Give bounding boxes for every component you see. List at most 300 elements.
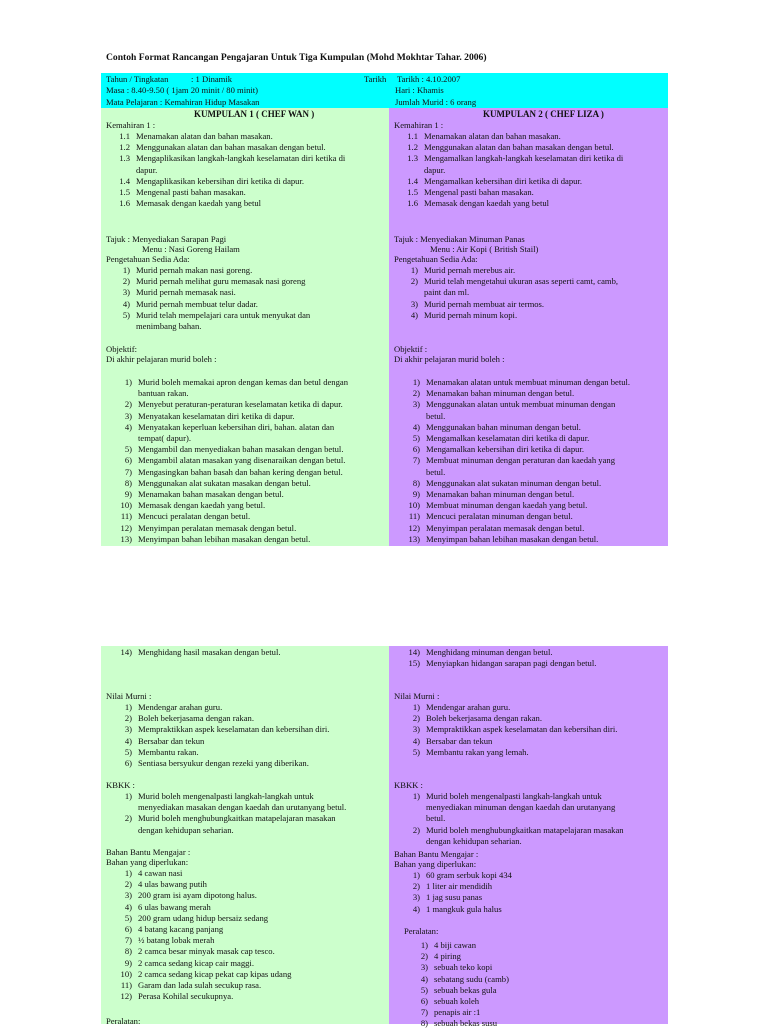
bahan-item	[106, 935, 214, 945]
list-item-text: Sentiasa bersyukur dengan rezeki yang diberikan.	[138, 758, 309, 768]
list-item-number: 9)	[124, 489, 132, 499]
list-item-number: 3)	[412, 724, 420, 735]
list-item-number: 1.4	[119, 175, 130, 186]
list-item-number: 4)	[124, 421, 132, 432]
list-item-number: 1)	[124, 702, 132, 712]
list-item-number: 11)	[120, 511, 132, 522]
menu: Menu : Nasi Goreng Hailam	[142, 244, 240, 254]
list-item-text: 2 camca besar minyak masak cap tesco.	[138, 946, 275, 957]
list-item-text: 4 biji cawan	[434, 940, 476, 950]
objektif-item	[106, 377, 348, 387]
bbm-label: Bahan Bantu Mengajar :	[106, 847, 191, 857]
list-item-number: 1.2	[407, 142, 418, 153]
kemahiran-item	[106, 176, 304, 186]
list-item-number: 9)	[124, 957, 132, 968]
bahan-label: Bahan yang diperlukan:	[106, 857, 189, 867]
kemahiran-item	[394, 198, 549, 208]
list-item-text: Bersabar dan tekun	[138, 735, 205, 746]
list-item-text: Mengenal pasti bahan masakan.	[424, 187, 534, 197]
list-item-text: Mengamalkan kebersihan diri ketika di dapur.	[426, 444, 584, 455]
list-item-text: Menyatakan keperluan kebersihan diri, bahan. alatan dan	[138, 421, 335, 432]
kbkk-item	[394, 791, 602, 801]
tajuk: Tajuk : Menyediakan Minuman Panas	[394, 234, 525, 244]
objektif-item	[106, 455, 345, 465]
lesson-header	[101, 73, 668, 108]
list-item-number: 12)	[120, 522, 132, 533]
list-item-text: dapur.	[136, 164, 158, 175]
objektif-item	[394, 489, 574, 499]
list-item-number: 6)	[124, 924, 132, 934]
list-item-text: penapis air :1	[434, 1007, 481, 1018]
objektif-label: Objektif:	[106, 344, 138, 354]
list-item-text: Menghidang hasil masakan dengan betul.	[138, 647, 281, 657]
objektif-item	[394, 511, 573, 521]
peralatan-item	[394, 985, 497, 995]
list-item-number: 1.3	[407, 153, 418, 164]
list-item-text: bantuan rakan.	[138, 388, 189, 399]
nilai-label: Nilai Murni :	[394, 691, 440, 701]
list-item-text: Murid pernah memasak nasi.	[136, 287, 236, 298]
list-item-text: paint dan ml.	[424, 287, 470, 298]
list-item-text: Memasak dengan kaedah yang betul	[136, 198, 262, 209]
pengetahuan-label: Pengetahuan Sedia Ada:	[106, 254, 190, 264]
nilai-item	[394, 747, 529, 757]
objektif-item	[106, 511, 250, 521]
list-item-number: 1.3	[119, 153, 130, 164]
objektif-item	[106, 433, 191, 443]
objektif-item	[106, 388, 189, 398]
peralatan-item	[394, 951, 461, 961]
list-item-text: Boleh bekerjasama dengan rakan.	[426, 713, 542, 724]
list-item-number: 1.5	[407, 187, 418, 197]
list-item-number: 1)	[124, 377, 132, 387]
kbkk-item	[394, 802, 615, 812]
pengetahuan-item	[106, 287, 236, 297]
nilai-item	[106, 724, 329, 734]
list-item-number: 2)	[410, 276, 418, 287]
list-item-text: Menggunakan bahan minuman dengan betul.	[426, 421, 581, 432]
list-item-text: Mengenal pasti bahan masakan.	[136, 187, 246, 197]
kemahiran-item	[394, 142, 614, 152]
kemahiran-item	[394, 131, 561, 141]
list-item-text: Murid pernah membuat telur dadar.	[136, 298, 258, 309]
kemahiran-label: Kemahiran 1 :	[394, 120, 444, 130]
bahan-item	[106, 868, 182, 878]
list-item-text: Murid pernah makan nasi goreng.	[136, 265, 253, 275]
list-item-text: Murid telah mempelajari cara untuk menyukat dan	[136, 309, 311, 320]
list-item-number: 10)	[120, 500, 132, 511]
kbkk-label: KBKK :	[394, 780, 423, 790]
list-item-text: Murid pernah minum kopi.	[424, 309, 518, 320]
list-item-text: Boleh bekerjasama dengan rakan.	[138, 713, 254, 724]
pengetahuan-item	[394, 287, 469, 297]
list-item-text: 1 mangkuk gula halus	[426, 903, 502, 914]
list-item-number: 8)	[420, 1018, 428, 1028]
list-item-text: sebuah bekas gula	[434, 984, 497, 995]
list-item-number: 13)	[408, 533, 420, 544]
list-item-text: Menggunakan alatan dan bahan masakan dengan betul.	[424, 142, 614, 153]
list-item-number: 4)	[412, 735, 420, 746]
list-item-number: 8)	[124, 946, 132, 957]
list-item-text: Menamakan bahan minuman dengan betul.	[426, 388, 575, 399]
list-item-text: Mempraktikkan aspek keselamatan dan kebersihan diri.	[138, 724, 330, 735]
peralatan-label: Peralatan:	[404, 926, 439, 936]
list-item-number: 4)	[124, 901, 132, 912]
list-item-number: 4)	[412, 903, 420, 914]
list-item-number: 1)	[420, 940, 428, 950]
pengetahuan-item	[394, 299, 544, 309]
bahan-item	[106, 958, 254, 968]
list-item-number: 6)	[412, 444, 420, 455]
objektif-intro: Di akhir pelajaran murid boleh :	[106, 354, 217, 364]
list-item-number: 2)	[124, 713, 132, 724]
list-item-number: 2)	[412, 713, 420, 724]
objektif-item	[394, 411, 445, 421]
objektif-item	[106, 467, 343, 477]
objektif-item	[394, 455, 615, 465]
list-item-number: 10)	[120, 968, 132, 979]
objektif-label: Objektif :	[394, 344, 428, 354]
objektif-item	[106, 478, 311, 488]
list-item-number: 1)	[412, 870, 420, 880]
bahan-item	[106, 969, 291, 979]
objektif-item	[394, 478, 601, 488]
objektif-item	[394, 647, 553, 657]
list-item-text: Memasak dengan kaedah yang betul	[424, 198, 550, 209]
list-item-text: ½ batang lobak merah	[138, 935, 215, 946]
kemahiran-item	[394, 153, 623, 163]
list-item-number: 12)	[120, 991, 132, 1002]
peralatan-label: Peralatan:	[106, 1016, 141, 1026]
list-item-number: 1)	[412, 377, 420, 387]
list-item-text: Perasa Kohilal secukupnya.	[138, 991, 234, 1002]
list-item-number: 2)	[124, 399, 132, 410]
nilai-item	[106, 713, 254, 723]
list-item-number: 5)	[124, 912, 132, 923]
list-item-number: 3)	[412, 892, 420, 903]
group-heading: KUMPULAN 2 ( CHEF LIZA )	[483, 109, 604, 119]
list-item-text: 6 ulas bawang merah	[138, 901, 211, 912]
menu: Menu : Air Kopi ( British Stail)	[430, 244, 539, 254]
kbkk-item	[106, 813, 336, 823]
list-item-number: 14)	[408, 647, 420, 657]
list-item-text: menyediakan masakan dengan kaedah dan urutanyang betul.	[138, 802, 347, 813]
objektif-item	[106, 422, 334, 432]
list-item-number: 4)	[420, 973, 428, 984]
list-item-text: sebatang sudu (camb)	[434, 973, 509, 984]
peralatan-item	[394, 940, 476, 950]
kbkk-item	[106, 802, 346, 812]
list-item-number: 3)	[410, 298, 418, 309]
list-item-number: 14)	[120, 647, 132, 657]
kbkk-label: KBKK :	[106, 780, 135, 790]
list-item-number: 7)	[420, 1007, 428, 1018]
list-item-number: 5)	[412, 433, 420, 443]
objektif-item	[394, 399, 615, 409]
list-item-number: 6)	[420, 996, 428, 1006]
objektif-item	[394, 534, 598, 544]
tarikh-value: Tarikh : 4.10.2007	[397, 74, 461, 84]
kemahiran-item	[394, 176, 582, 186]
list-item-number: 5)	[412, 746, 420, 757]
list-item-text: Murid pernah merebus air.	[424, 265, 516, 275]
list-item-text: betul.	[426, 410, 446, 421]
kbkk-item	[106, 825, 234, 835]
list-item-number: 6)	[124, 758, 132, 768]
nilai-item	[106, 758, 309, 768]
list-item-text: sebuah teko kopi	[434, 962, 493, 973]
list-item-number: 5)	[420, 984, 428, 995]
pengetahuan-item	[394, 265, 515, 275]
objektif-item	[394, 467, 445, 477]
list-item-text: Mengamalkan langkah-langkah keselamatan diri ketika di	[424, 153, 624, 164]
list-item-text: Mempraktikkan aspek keselamatan dan kebersihan diri.	[426, 724, 618, 735]
list-item-text: Menyatakan keselamatan diri ketika di dapur.	[138, 410, 295, 421]
objektif-item	[394, 658, 596, 668]
list-item-number: 5)	[122, 309, 130, 320]
bahan-item	[106, 980, 261, 990]
peralatan-item	[394, 1018, 497, 1028]
list-item-number: 3)	[124, 890, 132, 901]
pengetahuan-item	[106, 299, 258, 309]
list-item-number: 4)	[122, 298, 130, 309]
list-item-text: Bersabar dan tekun	[426, 735, 493, 746]
bahan-item	[106, 913, 268, 923]
list-item-text: Mencuci peralatan minuman dengan betul.	[426, 511, 573, 522]
bahan-item	[394, 892, 482, 902]
kbkk-item	[394, 836, 522, 846]
list-item-number: 1)	[410, 265, 418, 275]
list-item-number: 7)	[412, 455, 420, 466]
objektif-item	[394, 500, 587, 510]
bbm-label: Bahan Bantu Mengajar :	[394, 849, 479, 859]
list-item-number: 4)	[124, 735, 132, 746]
list-item-text: 2 camca sedang kicap cair maggi.	[138, 957, 254, 968]
objektif-item	[394, 523, 584, 533]
list-item-number: 5)	[124, 746, 132, 757]
objektif-item	[106, 444, 343, 454]
list-item-number: 8)	[124, 477, 132, 488]
list-item-text: Mengaplikasikan langkah-langkah keselamatan diri ketika di	[136, 153, 346, 164]
objektif-item	[106, 411, 295, 421]
list-item-text: 4 piring	[434, 951, 461, 962]
list-item-number: 1)	[124, 868, 132, 878]
list-item-number: 10)	[408, 500, 420, 511]
objektif-item	[394, 433, 589, 443]
nilai-item	[106, 702, 222, 712]
kemahiran-item	[106, 165, 157, 175]
kemahiran-item	[106, 131, 273, 141]
list-item-number: 1)	[412, 702, 420, 712]
list-item-text: Membuat minuman dengan kaedah yang betul.	[426, 500, 588, 511]
list-item-number: 2)	[412, 824, 420, 835]
tahun-value: : 1 Dinamik	[191, 74, 233, 84]
list-item-number: 9)	[412, 489, 420, 499]
list-item-text: menyediakan minuman dengan kaedah dan urutanyang	[426, 802, 616, 813]
list-item-text: Menamakan bahan masakan dengan betul.	[138, 489, 284, 499]
nilai-item	[106, 747, 199, 757]
list-item-text: Membantu rakan yang lemah.	[426, 746, 529, 757]
bahan-item	[106, 924, 223, 934]
list-item-text: 200 gram isi ayam dipotong halus.	[138, 890, 257, 901]
mata-pelajaran: Mata Pelajaran : Kemahiran Hidup Masakan	[106, 97, 260, 107]
list-item-text: Menggunakan alat sukatan masakan dengan betul.	[138, 477, 311, 488]
list-item-number: 1.1	[407, 131, 418, 141]
list-item-text: betul.	[426, 466, 446, 477]
list-item-text: Mengamalkan keselamatan diri ketika di dapur.	[426, 433, 590, 443]
tarikh-label: Tarikh	[364, 74, 387, 84]
nilai-item	[394, 736, 492, 746]
kemahiran-label: Kemahiran 1 :	[106, 120, 156, 130]
list-item-text: menimbang bahan.	[136, 321, 202, 331]
list-item-text: sebuah koleh	[434, 996, 480, 1006]
peralatan-item	[394, 1007, 480, 1017]
list-item-number: 1.2	[119, 142, 130, 153]
list-item-text: Mengaplikasikan kebersihan diri ketika di dapur.	[136, 175, 305, 186]
list-item-number: 3)	[412, 399, 420, 410]
kbkk-item	[394, 825, 624, 835]
list-item-number: 2)	[412, 881, 420, 892]
list-item-number: 1)	[124, 791, 132, 801]
kbkk-item	[394, 813, 445, 823]
list-item-text: dengan kehidupan seharian.	[138, 824, 234, 835]
list-item-text: 1 jag susu panas	[426, 892, 483, 903]
objektif-intro: Di akhir pelajaran murid boleh :	[394, 354, 505, 364]
list-item-text: Garam dan lada sulah secukup rasa.	[138, 980, 262, 990]
list-item-number: 2)	[124, 879, 132, 890]
list-item-text: Murid telah mengetahui ukuran asas seperti camt, camb,	[424, 276, 619, 287]
list-item-text: Menyimpan peralatan memasak dengan betul.	[138, 522, 297, 533]
list-item-text: 4 batang kacang panjang	[138, 924, 224, 934]
list-item-number: 1.5	[119, 187, 130, 197]
kemahiran-item	[394, 187, 534, 197]
list-item-text: Menamakan bahan minuman dengan betul.	[426, 489, 575, 499]
list-item-text: Memasak dengan kaedah yang betul.	[138, 500, 266, 511]
list-item-number: 4)	[412, 421, 420, 432]
nilai-item	[394, 702, 510, 712]
list-item-text: Mengambil dan menyediakan bahan masakan dengan betul.	[138, 444, 344, 455]
list-item-text: Mendengar arahan guru.	[426, 702, 511, 712]
peralatan-item	[394, 962, 492, 972]
jumlah-murid: Jumlah Murid : 6 orang	[395, 97, 477, 107]
list-item-number: 3)	[420, 962, 428, 973]
bahan-item	[394, 904, 502, 914]
list-item-text: 4 ulas bawang putih	[138, 879, 207, 890]
kemahiran-item	[106, 142, 326, 152]
pengetahuan-label: Pengetahuan Sedia Ada:	[394, 254, 478, 264]
kemahiran-item	[106, 187, 246, 197]
list-item-text: Menggunakan alatan untuk membuat minuman dengan	[426, 399, 616, 410]
list-item-number: 1.1	[119, 131, 130, 141]
list-item-number: 4)	[410, 309, 418, 320]
bahan-item	[106, 991, 233, 1001]
nilai-item	[394, 713, 542, 723]
list-item-number: 13)	[120, 533, 132, 544]
list-item-number: 7)	[124, 935, 132, 946]
list-item-text: Menyimpan bahan lebihan masakan dengan betul.	[426, 533, 599, 544]
peralatan-item	[394, 996, 479, 1006]
list-item-text: Menamakan alatan untuk membuat minuman dengan betul.	[426, 377, 631, 387]
kemahiran-item	[106, 198, 261, 208]
bahan-item	[394, 881, 492, 891]
list-item-number: 15)	[408, 658, 420, 669]
list-item-text: Mengasingkan bahan basah dan bahan kering dengan betul.	[138, 466, 343, 477]
kemahiran-item	[394, 165, 445, 175]
list-item-number: 2)	[420, 951, 428, 962]
pengetahuan-item	[106, 321, 201, 331]
list-item-number: 1.6	[119, 198, 130, 209]
list-item-text: Mendengar arahan guru.	[138, 702, 223, 712]
masa: Masa : 8.40-9.50 ( 1jam 20 minit / 80 minit)	[106, 85, 259, 95]
list-item-text: 200 gram udang hidup bersaiz sedang	[138, 912, 269, 923]
list-item-number: 2)	[124, 813, 132, 824]
list-item-number: 1)	[122, 265, 130, 275]
list-item-number: 2)	[122, 276, 130, 287]
list-item-text: 1 liter air mendidih	[426, 881, 493, 892]
list-item-number: 7)	[124, 466, 132, 477]
list-item-text: Menggunakan alatan dan bahan masakan dengan betul.	[136, 142, 326, 153]
list-item-text: Menyimpan bahan lebihan masakan dengan betul.	[138, 533, 311, 544]
peralatan-item	[394, 974, 509, 984]
list-item-text: dapur.	[424, 164, 446, 175]
objektif-item	[394, 422, 581, 432]
list-item-number: 3)	[124, 724, 132, 735]
objektif-item	[106, 534, 310, 544]
objektif-item	[394, 377, 630, 387]
list-item-text: Murid boleh menghubungkaitkan matapelajaran masakan	[138, 813, 336, 824]
list-item-text: betul.	[426, 813, 446, 824]
nilai-item	[394, 724, 617, 734]
bahan-label: Bahan yang diperlukan:	[394, 859, 477, 869]
bahan-item	[106, 890, 257, 900]
list-item-number: 5)	[124, 444, 132, 455]
list-item-number: 6)	[124, 455, 132, 466]
bahan-item	[394, 870, 512, 880]
list-item-number: 12)	[408, 522, 420, 533]
list-item-text: Mencuci peralatan dengan betul.	[138, 511, 251, 522]
bahan-item	[106, 902, 211, 912]
list-item-text: Murid boleh mengenalpasti langkah-langkah untuk	[426, 791, 602, 801]
bahan-item	[106, 946, 275, 956]
list-item-text: Murid pernah membuat air termos.	[424, 298, 545, 309]
list-item-number: 1.6	[407, 198, 418, 209]
kbkk-item	[106, 791, 314, 801]
list-item-text: 4 cawan nasi	[138, 868, 183, 878]
list-item-text: Menggunakan alat sukatan minuman dengan betul.	[426, 477, 602, 488]
list-item-number: 3)	[124, 410, 132, 421]
list-item-text: Menamakan alatan dan bahan masakan.	[136, 131, 273, 141]
list-item-text: 2 camca sedang kicap pekat cap kipas udang	[138, 968, 292, 979]
list-item-number: 8)	[412, 477, 420, 488]
pengetahuan-item	[394, 276, 618, 286]
pengetahuan-item	[106, 265, 252, 275]
list-item-text: Menghidang minuman dengan betul.	[426, 647, 553, 657]
tahun-label: Tahun / Tingkatan	[106, 74, 169, 84]
nilai-item	[106, 736, 204, 746]
objektif-item	[106, 489, 284, 499]
group-heading: KUMPULAN 1 ( CHEF WAN )	[194, 109, 315, 119]
objektif-item	[394, 444, 584, 454]
list-item-text: Membuat minuman dengan peraturan dan kaedah yang	[426, 455, 615, 466]
objektif-item	[106, 647, 280, 657]
list-item-text: Menamakan alatan dan bahan masakan.	[424, 131, 561, 141]
tajuk: Tajuk : Menyediakan Sarapan Pagi	[106, 234, 227, 244]
list-item-text: Menyimpan peralatan memasak dengan betul.	[426, 522, 585, 533]
list-item-number: 1)	[412, 791, 420, 801]
kemahiran-item	[106, 153, 345, 163]
list-item-number: 2)	[412, 388, 420, 399]
pengetahuan-item	[106, 276, 305, 286]
